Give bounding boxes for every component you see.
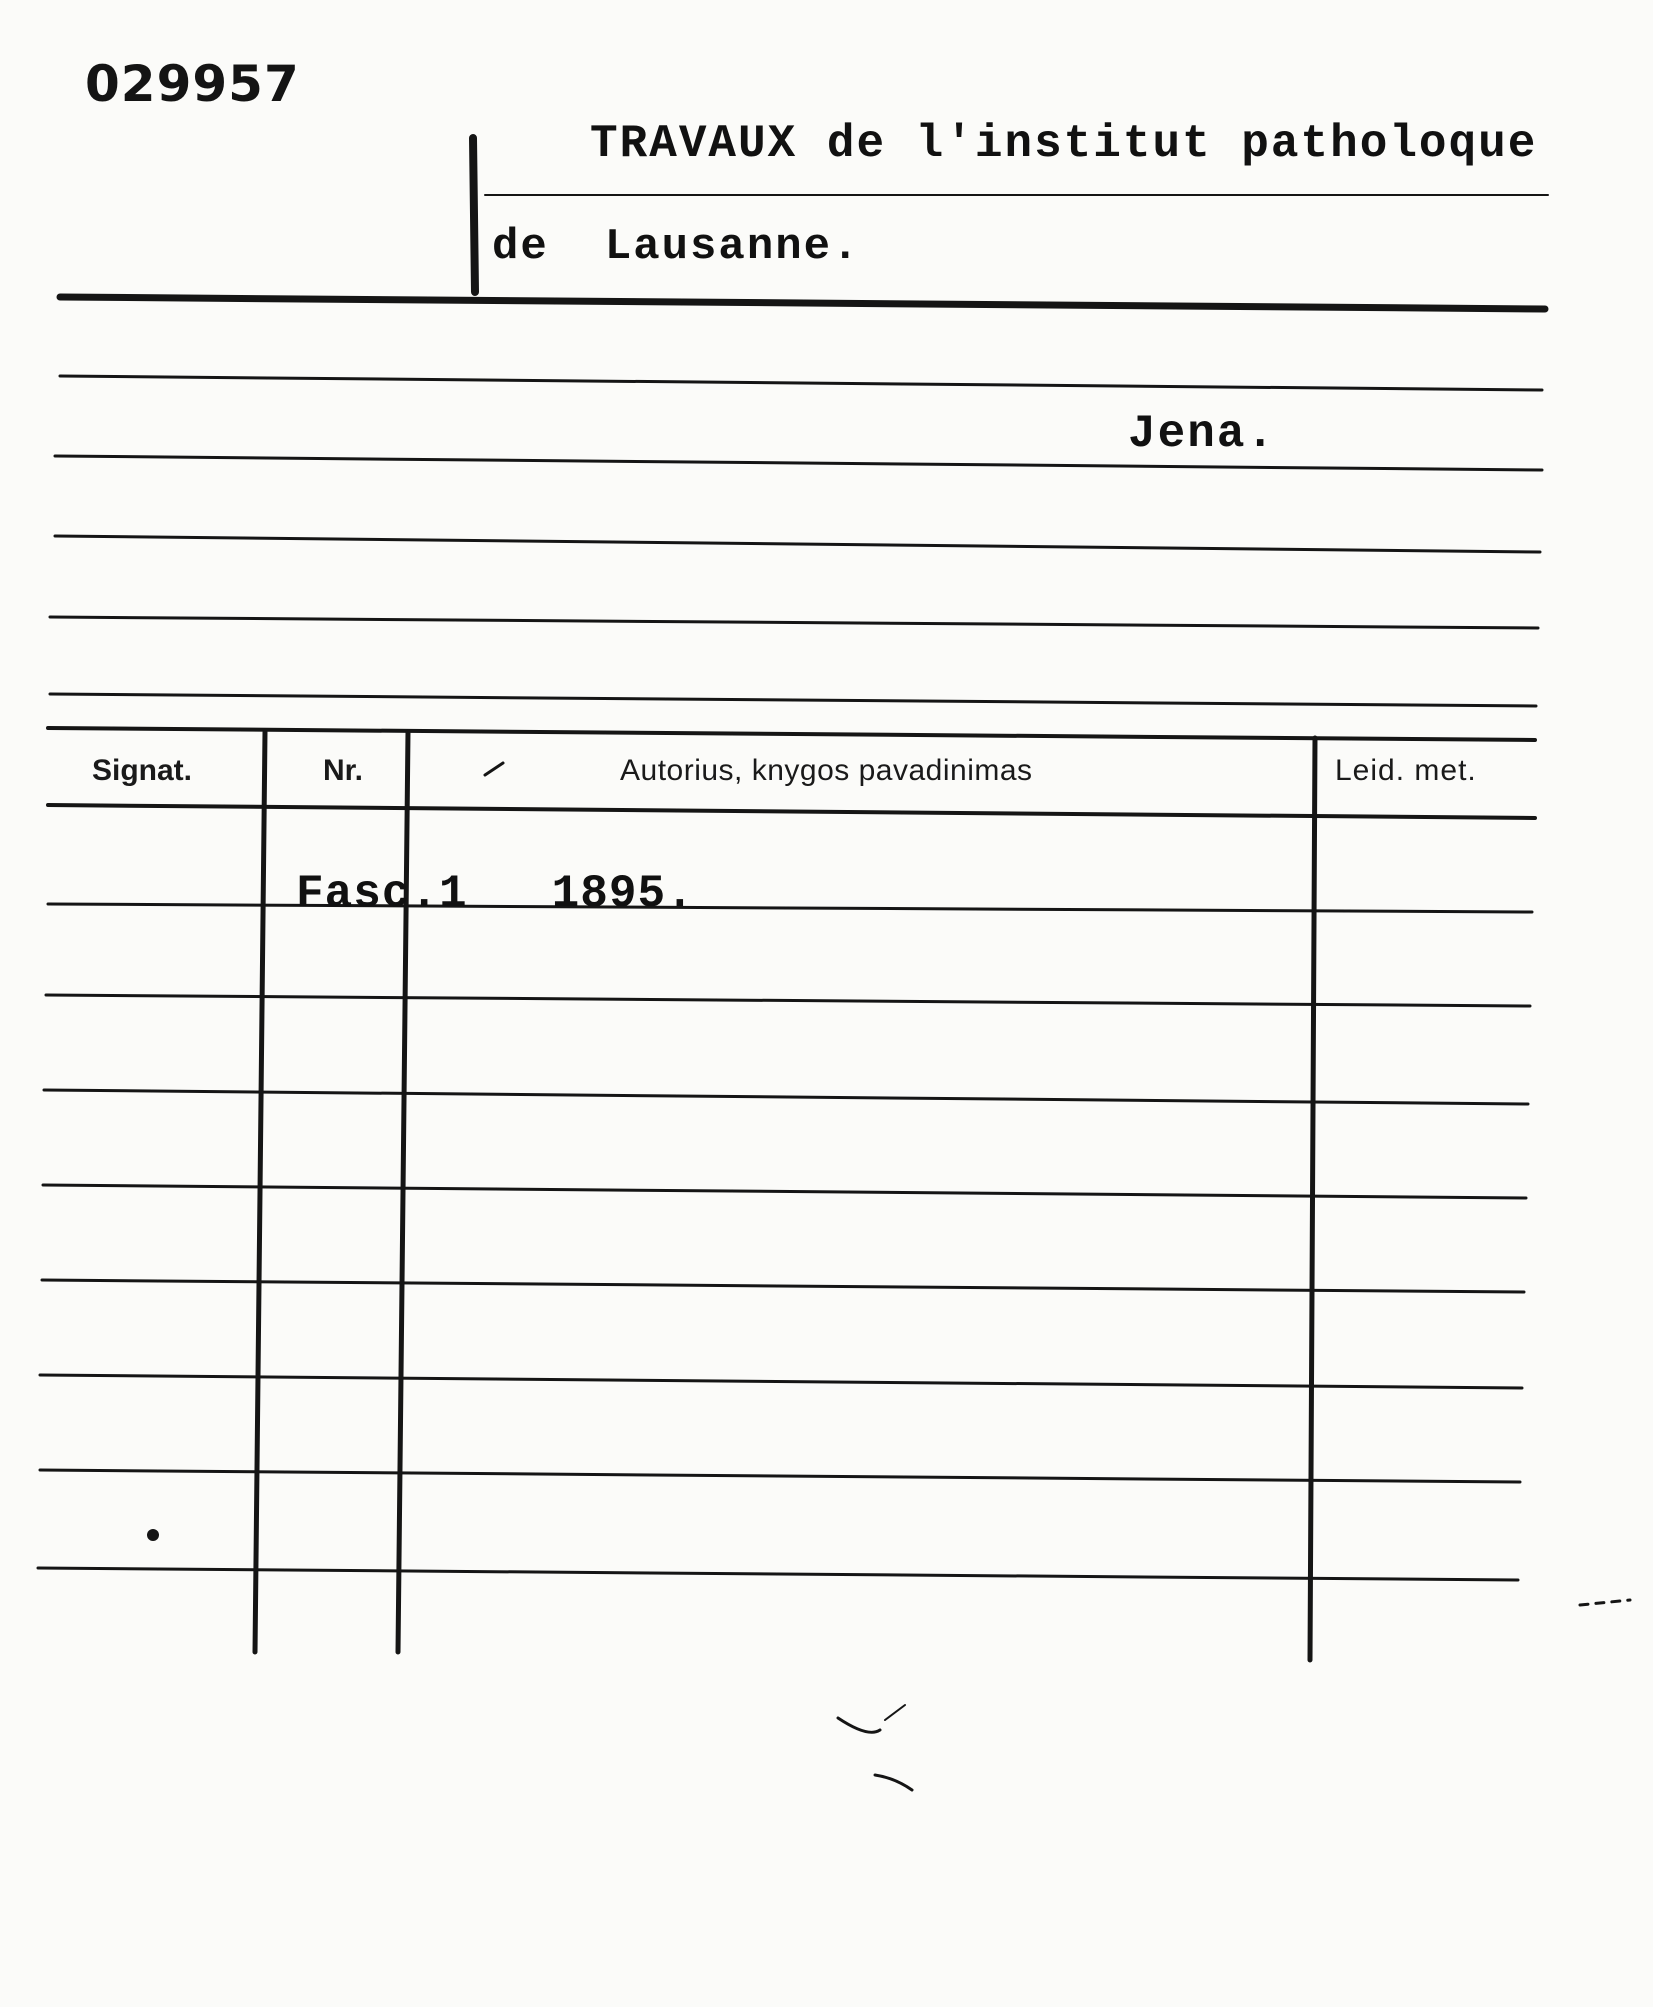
- ruled-line: [60, 376, 1542, 390]
- column-header-year: Leid. met.: [1335, 754, 1477, 787]
- column-header-author-title: Autorius, knygos pavadinimas: [620, 754, 1033, 787]
- column-divider: [1310, 738, 1315, 1660]
- table-row-line: [40, 1470, 1520, 1482]
- ruled-line: [50, 694, 1536, 706]
- table-row-line: [43, 1185, 1526, 1198]
- table-row-line: [44, 1090, 1528, 1104]
- table-row-line: [40, 1375, 1522, 1388]
- title-word-de: de: [492, 222, 549, 272]
- pen-mark: [875, 1775, 912, 1790]
- column-divider: [255, 732, 265, 1652]
- column-header-nr: Nr.: [323, 754, 364, 787]
- pen-mark: [1580, 1600, 1630, 1605]
- title-line-1: TRAVAUX de l'institut patholoque: [590, 118, 1538, 170]
- table-row-line: [42, 1280, 1524, 1292]
- title-divider: [473, 138, 475, 292]
- catalog-number: 029957: [85, 55, 300, 113]
- ruled-line: [55, 456, 1542, 470]
- pen-mark: [838, 1718, 880, 1732]
- publication-place: Jena.: [1128, 408, 1277, 460]
- title-line-2: [492, 222, 860, 272]
- entry-year: 1895.: [551, 868, 695, 920]
- ink-dot: [147, 1529, 159, 1541]
- entry-issue: Fasc.1: [296, 868, 468, 920]
- table-row-line: [38, 1568, 1518, 1580]
- table-row-line: [46, 995, 1530, 1006]
- table-row: [296, 868, 695, 920]
- ruled-line: [50, 617, 1538, 628]
- ruled-line: [55, 536, 1540, 552]
- title-word-lausanne: Lausanne.: [604, 222, 861, 272]
- pen-mark: [485, 763, 503, 775]
- table-top-rule: [48, 728, 1535, 740]
- table-header-rule: [48, 805, 1535, 818]
- table-row-line: [48, 904, 1532, 912]
- column-header-signat: Signat.: [92, 754, 193, 787]
- pen-mark: [885, 1705, 905, 1720]
- heading-rule: [60, 297, 1545, 309]
